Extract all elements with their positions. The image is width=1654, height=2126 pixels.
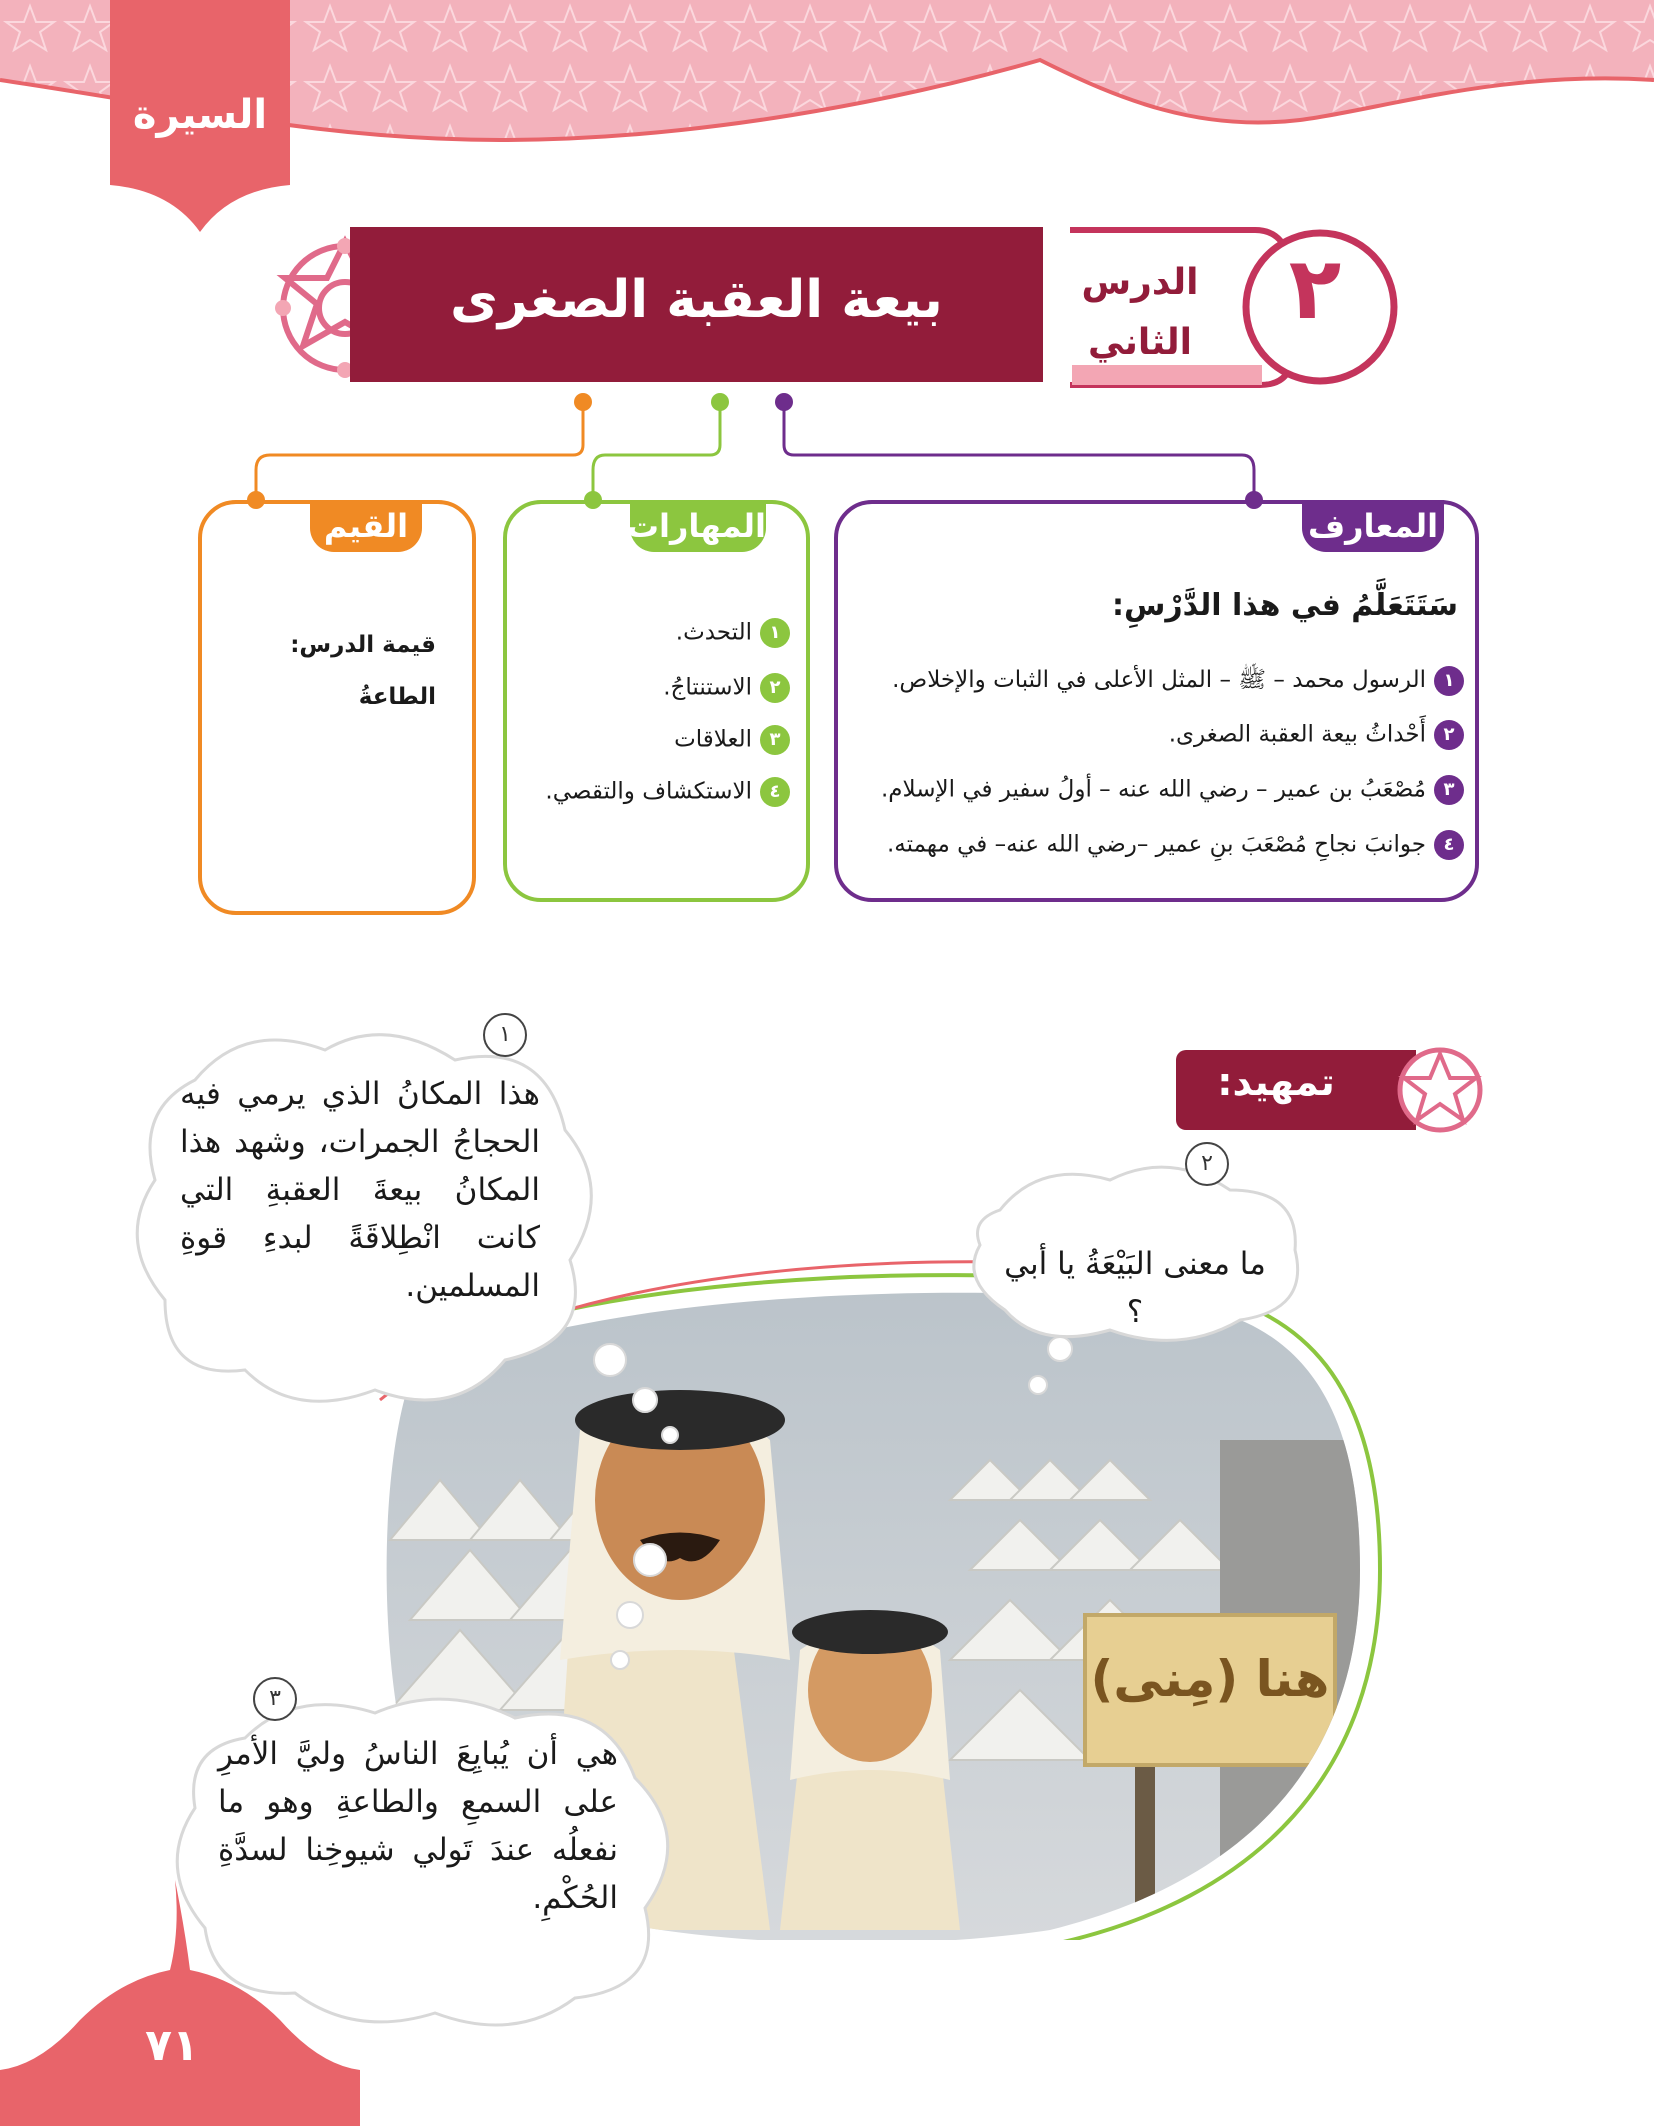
values-value: الطاعةُ xyxy=(358,684,436,710)
lesson-word-2: الثاني xyxy=(1087,322,1192,363)
knowledge-item-text: جوانبَ نجاحِ مُصْعَبَ بنِ عمير –رضي الله عنه– في مهمته. xyxy=(887,831,1426,858)
skills-item-text: العلاقات xyxy=(674,726,752,753)
thought-dots xyxy=(1020,1335,1080,1415)
page-number: ٧١ xyxy=(145,2020,199,2071)
skills-item-text: الاستنتاجُ. xyxy=(663,674,752,701)
item-number-badge: ٤ xyxy=(1434,830,1464,860)
skills-item xyxy=(676,618,790,648)
lesson-title: بيعة العقبة الصغرى xyxy=(450,270,943,330)
bubble-text: هذا المكانُ الذي يرمي فيه الحجاجُ الجمرات، وشهد هذا المكانُ بيعةَ العقبةِ التي كانت انْطِلاقَةً لبدءِ قوةِ المسلمين. xyxy=(180,1076,540,1304)
lesson-word-1: الدرس xyxy=(1081,262,1199,303)
connector-lines xyxy=(0,390,1654,510)
item-number-badge: ٤ xyxy=(760,777,790,807)
knowledge-intro: سَتَتَعَلَّمُ في هذا الدَّرْسِ: xyxy=(1112,588,1458,623)
bubble-number: ٣ xyxy=(253,1677,297,1721)
item-number-badge: ١ xyxy=(760,618,790,648)
mina-sign-text: هنا (مِنى) xyxy=(1090,1650,1330,1708)
item-number-badge: ٢ xyxy=(760,673,790,703)
thought-dots xyxy=(590,1340,690,1460)
bubble-number: ١ xyxy=(483,1013,527,1057)
bubble-number: ٢ xyxy=(1185,1142,1229,1186)
knowledge-item xyxy=(892,665,1464,699)
values-label: قيمة الدرس: xyxy=(290,632,436,658)
bubble-text: هي أن يُبايِعَ الناسُ وليَّ الأمرِ على السمعِ والطاعةِ وهو ما نفعلُه عندَ تَولي شيوخِنا لسدَّةِ الحُكْمِ. xyxy=(218,1736,618,1916)
item-number-badge: ١ xyxy=(1434,666,1464,696)
knowledge-item xyxy=(887,830,1464,860)
skills-title: المهارات xyxy=(630,500,766,552)
knowledge-item-text: الرسول محمد – ﷺ – المثل الأعلى في الثبات والإخلاص. xyxy=(892,667,1426,693)
knowledge-item xyxy=(881,775,1464,805)
skills-item xyxy=(663,673,790,703)
knowledge-item xyxy=(1169,720,1464,750)
skills-item xyxy=(674,725,790,755)
intro-rosette-icon xyxy=(1390,1040,1490,1140)
values-title: القيم xyxy=(310,500,422,552)
knowledge-item-text: مُصْعَبُ بن عمير – رضي الله عنه – أولُ سفير في الإسلام. xyxy=(880,776,1426,803)
item-number-badge: ٣ xyxy=(760,725,790,755)
page-number-dome xyxy=(0,1870,360,2126)
skills-item-text: الاستكشاف والتقصي. xyxy=(545,778,752,805)
knowledge-title: المعارف xyxy=(1302,500,1444,552)
skills-item-text: التحدث. xyxy=(675,619,752,646)
skills-item xyxy=(545,777,790,807)
intro-label: تمهيد: xyxy=(1217,1060,1335,1104)
thought-dots xyxy=(600,1540,680,1680)
lesson-number: ٢ xyxy=(1288,239,1342,339)
chapter-label: السيرة xyxy=(132,92,268,138)
item-number-badge: ٢ xyxy=(1434,720,1464,750)
knowledge-item-text: أَحْداثُ بيعة العقبة الصغرى. xyxy=(1168,721,1426,748)
bubble-text: ما معنى البَيْعَةُ يا أبي ؟ xyxy=(1004,1246,1266,1330)
item-number-badge: ٣ xyxy=(1434,775,1464,805)
